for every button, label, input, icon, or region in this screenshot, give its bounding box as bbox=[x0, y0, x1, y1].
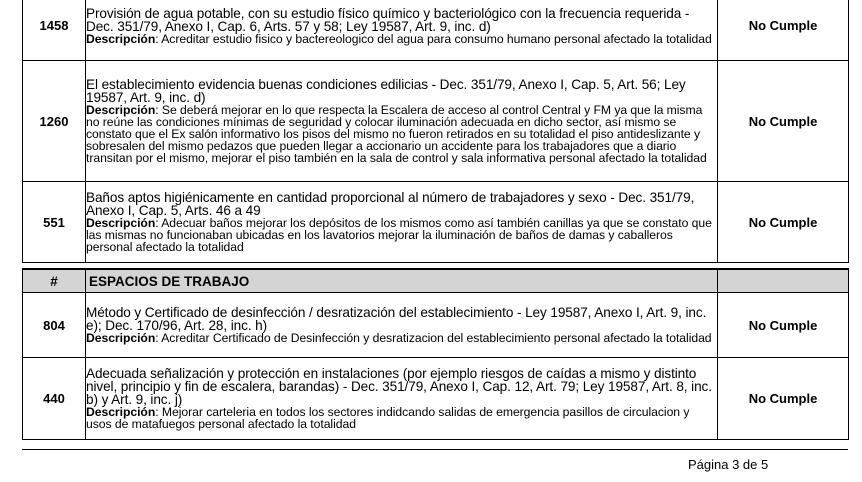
item-number: 1260 bbox=[23, 61, 86, 182]
compliance-table bbox=[22, 0, 849, 440]
status-cell: No Cumple bbox=[718, 293, 849, 358]
description-line bbox=[86, 217, 717, 253]
description-text: : Adecuar baños mejorar los depósitos de los mismos como así también canillas ya que se constato que las mismas no funcionaban ubicadas en los lavatorios mejorar la iluminación de baños de damas y caballeros personal afectado la totalidad bbox=[86, 216, 712, 254]
section-title: ESPACIOS DE TRABAJO bbox=[86, 269, 718, 293]
description-text: : Se deberá mejorar en lo que respecta la Escalera de acceso al control Central y FM ya que la misma no reúne las condiciones mínimas de seguridad y colocar iluminación adecuada en dicho sector, así mismo se constato que el Ex salón informativo los pisos del mismo no fueron retirados en su totalidad el piso antideslizante y sobresalen del mismo pedazos que pueden llegar a accionario un accidente para los trabajadores que a diario transitan por el mismo, mejorar el piso también en la sala de control y sala informativa personal afectado la totalidad bbox=[86, 103, 707, 165]
footer-divider bbox=[22, 449, 848, 450]
compliance-table-container bbox=[22, 0, 848, 440]
requirement-cell bbox=[86, 0, 718, 61]
item-number: 551 bbox=[23, 182, 86, 263]
requirement-text: Método y Certificado de desinfección / desratización del establecimiento - Ley 19587, Anexo I, Art. 9, inc. e); Dec. 170/96, Art. 28, inc. h) bbox=[86, 305, 707, 333]
requirement-cell bbox=[86, 293, 718, 358]
status-cell: No Cumple bbox=[718, 182, 849, 263]
section-status-blank bbox=[718, 269, 849, 293]
description-line bbox=[86, 332, 717, 344]
requirement-cell bbox=[86, 61, 718, 182]
table-row bbox=[23, 293, 849, 358]
description-text: : Acreditar estudio fisico y bactereologico del agua para consumo humano personal afectado la totalidad bbox=[155, 31, 712, 46]
description-line bbox=[86, 406, 717, 430]
description-line bbox=[86, 33, 717, 45]
description-text: : Acreditar Certificado de Desinfección y desratizacion del establecimiento personal afectado la totalidad bbox=[155, 331, 712, 345]
requirement-text: El establecimiento evidencia buenas condiciones edilicias - Dec. 351/79, Anexo I, Cap. 5, Art. 56; Ley 19587, Art. 9, inc. d) bbox=[86, 77, 686, 105]
description-label: Descripción bbox=[86, 31, 156, 46]
table-row bbox=[23, 182, 849, 263]
item-number: 440 bbox=[23, 358, 86, 440]
status-cell: No Cumple bbox=[718, 61, 849, 182]
status-cell: No Cumple bbox=[718, 0, 849, 61]
section-hash: # bbox=[23, 269, 86, 293]
requirement-cell bbox=[86, 358, 718, 440]
section-header bbox=[23, 269, 849, 293]
status-cell: No Cumple bbox=[718, 358, 849, 440]
item-number: 804 bbox=[23, 293, 86, 358]
description-text: : Mejorar carteleria en todos los sectores indidcando salidas de emergencia pasillos de circulacion y usos de matafuegos personal afectado la totalidad bbox=[86, 405, 690, 431]
requirement-text: Baños aptos higiénicamente en cantidad proporcional al número de trabajadores y sexo - Dec. 351/79, Anexo I, Cap. 5, Arts. 46 a 49 bbox=[86, 190, 695, 218]
requirement-text: Adecuada señalización y protección en instalaciones (por ejemplo riesgos de caídas a mismo y distinto nivel, principio y fin de escalera, barandas) - Dec. 351/79, Anexo I, Cap. 12, Art. 79; Ley 19587, Art. 8, inc. b) y Art. 9, inc. j) bbox=[86, 366, 712, 407]
page-number: Página 3 de 5 bbox=[688, 457, 769, 472]
requirement-text: Provisión de agua potable, con su estudio físico químico y bacteriológico con la frecuencia requerida - Dec. 351/79, Anexo I, Cap. 6, Arts. 57 y 58; Ley 19587, Art. 9, inc. d) bbox=[86, 5, 690, 34]
description-label: Descripción bbox=[86, 331, 156, 345]
requirement-cell bbox=[86, 182, 718, 263]
description-label: Descripción bbox=[86, 405, 156, 419]
table-row bbox=[23, 358, 849, 440]
description-label: Descripción bbox=[86, 216, 156, 230]
table-row bbox=[23, 61, 849, 182]
description-label: Descripción bbox=[86, 103, 156, 117]
description-line bbox=[86, 104, 717, 164]
table-row bbox=[23, 0, 849, 61]
item-number: 1458 bbox=[23, 0, 86, 61]
